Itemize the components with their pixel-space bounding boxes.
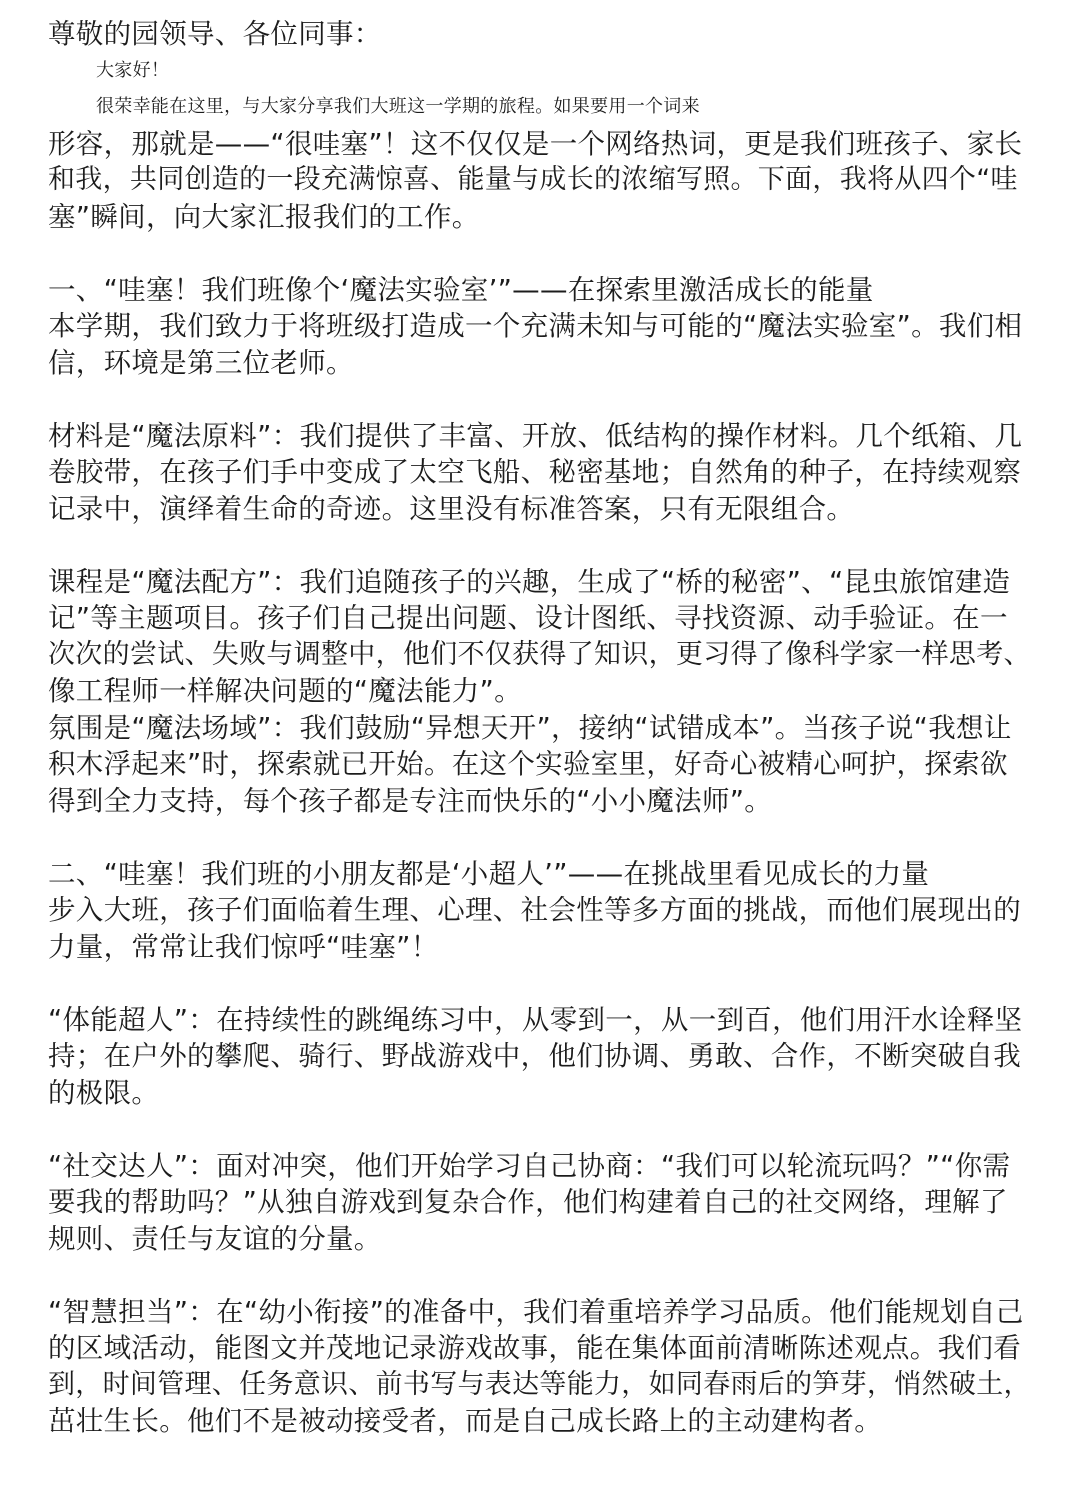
physical-line-3: 的极限。	[48, 1076, 160, 1109]
intro-line-4: 塞”瞬间，向大家汇报我们的工作。	[48, 200, 480, 233]
paragraph-gap	[48, 965, 1034, 1002]
intro-line-2: 形容，那就是——“很哇塞”！这不仅仅是一个网络热词，更是我们班孩子、家长	[48, 127, 1023, 160]
section-1-line-1: 本学期，我们致力于将班级打造成一个充满未知与可能的“魔法实验室”。我们相	[48, 310, 1023, 342]
intro-line-1: 很荣幸能在这里，与大家分享我们大班这一学期的旅程。如果要用一个词来	[96, 96, 700, 117]
wisdom-line-1: “智慧担当”：在“幼小衔接”的准备中，我们着重培养学习品质。他们能规划自己	[48, 1295, 1024, 1328]
social-line-2: 要我的帮助吗？”从独自游戏到复杂合作，他们构建着自己的社交网络，理解了	[48, 1186, 1008, 1218]
physical-line-1: “体能超人”：在持续性的跳绳练习中，从零到一，从一到百，他们用汗水诠释坚	[48, 1003, 1023, 1036]
greeting: 大家好！	[96, 59, 170, 81]
section-1-heading: 一、“哇塞！我们班像个‘魔法实验室’”——在探索里激活成长的能量	[48, 273, 874, 306]
materials-line-3: 记录中，演绎着生命的奇迹。这里没有标准答案，只有无限组合。	[48, 492, 855, 525]
section-2-line-1: 步入大班，孩子们面临着生理、心理、社会性等多方面的挑战，而他们展现出的	[48, 894, 1021, 926]
speech-document	[48, 16, 1034, 1440]
wisdom-line-3: 到，时间管理、任务意识、前书写与表达等能力，如同春雨后的笋芽，悄然破土，	[48, 1368, 1031, 1400]
curriculum-line-3: 次次的尝试、失败与调整中，他们不仅获得了知识，更习得了像科学家一样思考、	[48, 638, 1031, 670]
paragraph-gap	[48, 381, 1034, 418]
curriculum-line-2: 记”等主题项目。孩子们自己提出问题、设计图纸、寻找资源、动手验证。在一	[48, 602, 1008, 634]
materials-line-2: 卷胶带，在孩子们手中变成了太空飞船、秘密基地；自然角的种子，在持续观察	[48, 456, 1021, 488]
paragraph-gap	[48, 819, 1034, 856]
social-line-3: 规则、责任与友谊的分量。	[48, 1222, 382, 1255]
atmosphere-line-2: 积木浮起来”时，探索就已开始。在这个实验室里，好奇心被精心呵护，探索欲	[48, 748, 1008, 780]
physical-line-2: 持；在户外的攀爬、骑行、野战游戏中，他们协调、勇敢、合作，不断突破自我	[48, 1040, 1021, 1072]
paragraph-gap	[48, 527, 1034, 564]
atmosphere-line-3: 得到全力支持，每个孩子都是专注而快乐的“小小魔法师”。	[48, 784, 773, 817]
paragraph-gap	[48, 235, 1034, 272]
social-line-1: “社交达人”：面对冲突，他们开始学习自己协商：“我们可以轮流玩吗？”“你需	[48, 1149, 1011, 1182]
materials-line-1: 材料是“魔法原料”：我们提供了丰富、开放、低结构的操作材料。几个纸箱、几	[48, 419, 1023, 452]
section-1-line-2: 信，环境是第三位老师。	[48, 346, 354, 379]
intro-line-3: 和我，共同创造的一段充满惊喜、能量与成长的浓缩写照。下面，我将从四个“哇	[48, 164, 1018, 195]
section-2-heading: 二、“哇塞！我们班的小朋友都是‘小超人’”——在挑战里看见成长的力量	[48, 857, 930, 890]
wisdom-line-4: 茁壮生长。他们不是被动接受者，而是自己成长路上的主动建构者。	[48, 1405, 882, 1437]
salutation: 尊敬的园领导、各位同事：	[48, 18, 382, 50]
paragraph-gap	[48, 1257, 1034, 1294]
atmosphere-line-1: 氛围是“魔法场域”：我们鼓励“异想天开”，接纳“试错成本”。当孩子说“我想让	[48, 711, 1012, 744]
wisdom-line-2: 的区域活动，能图文并茂地记录游戏故事，能在集体面前清晰陈述观点。我们看	[48, 1332, 1021, 1364]
paragraph-gap	[48, 1111, 1034, 1148]
curriculum-line-4: 像工程师一样解决问题的“魔法能力”。	[48, 675, 522, 707]
section-2-line-2: 力量，常常让我们惊呼“哇塞”！	[48, 930, 439, 963]
curriculum-line-1: 课程是“魔法配方”：我们追随孩子的兴趣，生成了“桥的秘密”、“昆虫旅馆建造	[48, 565, 1011, 598]
